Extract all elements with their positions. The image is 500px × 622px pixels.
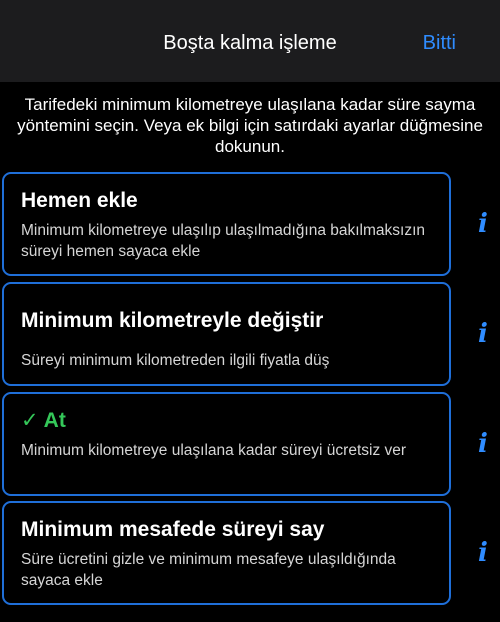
option-description: Süre ücretini gizle ve minimum mesafeye ulaşıldığında sayaca ekle: [21, 551, 396, 589]
done-button[interactable]: Bitti: [422, 32, 456, 54]
instruction-text: Tarifedeki minimum kilometreye ulaşılana kadar süre sayma yöntemini seçin. Veya ek bilgi için satırdaki ayarlar düğmesine dokunun.: [17, 95, 483, 156]
option-title: Hemen ekle: [21, 189, 138, 212]
option-minimum-kilometreyle-degistir[interactable]: [2, 282, 451, 386]
option-title: Minimum mesafede süreyi say: [21, 518, 325, 541]
option-title-selected: ✓ At: [21, 409, 66, 432]
option-description: Minimum kilometreye ulaşılana kadar süreyi ücretsiz ver: [21, 442, 407, 459]
page-title: Boşta kalma işleme: [163, 32, 337, 54]
option-hemen-ekle[interactable]: [2, 172, 451, 276]
info-icon[interactable]: i: [478, 319, 488, 349]
option-title: Minimum kilometreyle değiştir: [21, 309, 324, 332]
option-description: Minimum kilometreye ulaşılıp ulaşılmadığına bakılmaksızın süreyi hemen sayaca ekle: [21, 222, 426, 260]
option-description: Süreyi minimum kilometreden ilgili fiyatla düş: [21, 352, 330, 369]
info-icon[interactable]: i: [478, 209, 488, 239]
option-minimum-mesafede-sureyi-say[interactable]: [2, 501, 451, 605]
navigation-bar: [0, 0, 500, 82]
info-icon[interactable]: i: [478, 429, 488, 459]
info-icon[interactable]: i: [478, 538, 488, 568]
option-at[interactable]: [2, 392, 451, 496]
